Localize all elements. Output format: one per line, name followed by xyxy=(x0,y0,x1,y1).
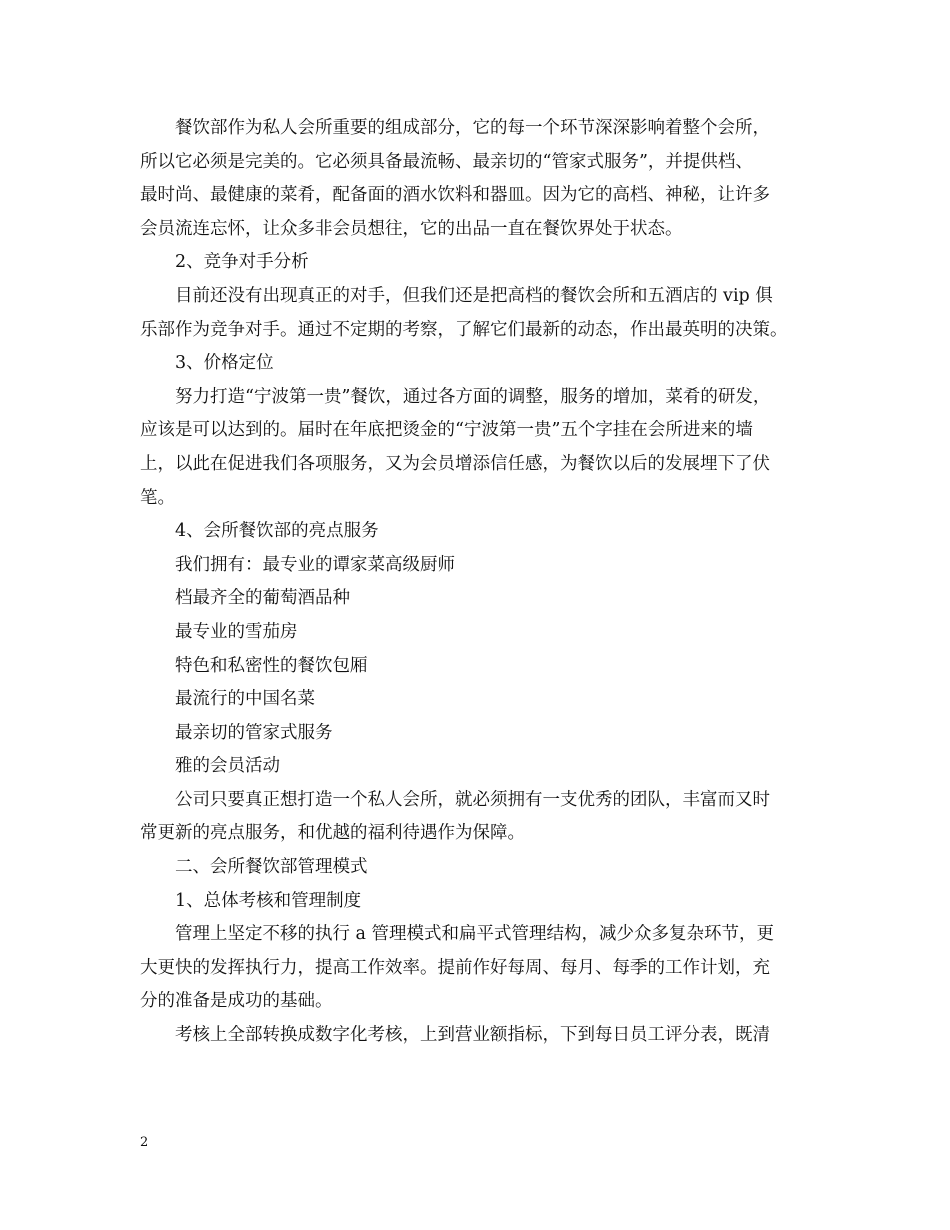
text-line: 二、会所餐饮部管理模式 xyxy=(175,857,368,878)
text-line: 乐部作为竞争对手。通过不定期的考察，了解它们最新的动态，作出最英明的决策。 xyxy=(140,319,788,340)
text-line: 会员流连忘怀，让众多非会员想往，它的出品一直在餐饮界处于状态。 xyxy=(140,218,683,239)
text-line: 我们拥有：最专业的谭家菜高级厨师 xyxy=(175,554,455,575)
text-line: 公司只要真正想打造一个私人会所，就必须拥有一支优秀的团队，丰富而又时 xyxy=(175,789,770,810)
text-line: 餐饮部作为私人会所重要的组成部分，它的每一个环节深深影响着整个会所， xyxy=(175,118,770,138)
text-line: 雅的会员活动 xyxy=(175,756,280,777)
text-line: 考核上全部转换成数字化考核，上到营业额指标，下到每日员工评分表，既清 xyxy=(175,1025,770,1046)
page-number: 2 xyxy=(140,1135,149,1150)
text-line: 特色和私密性的餐饮包厢 xyxy=(175,655,368,676)
text-line: 努力打造“宁波第一贵”餐饮，通过各方面的调整，服务的增加，菜肴的研发， xyxy=(175,386,771,407)
text-line: 大更快的发挥执行力，提高工作效率。提前作好每周、每月、每季的工作计划，充 xyxy=(140,957,770,978)
text-line: 笔。 xyxy=(140,487,175,508)
text-line: 管理上坚定不移的执行 a 管理模式和扁平式管理结构，减少众多复杂环节，更 xyxy=(175,924,775,945)
text-line: 档最齐全的葡萄酒品种 xyxy=(175,588,350,609)
text-line: 最时尚、最健康的菜肴，配备面的酒水饮料和器皿。因为它的高档、神秘，让许多 xyxy=(140,185,770,206)
text-line: 常更新的亮点服务，和优越的福利待遇作为保障。 xyxy=(140,823,525,844)
text-line: 4、会所餐饮部的亮点服务 xyxy=(175,521,379,542)
text-line: 3、价格定位 xyxy=(175,353,274,374)
text-line: 分的准备是成功的基础。 xyxy=(140,991,333,1012)
text-line: 所以它必须是完美的。它必须具备最流畅、最亲切的“管家式服务”，并提供档、 xyxy=(140,151,753,172)
body-text xyxy=(140,112,820,1053)
text-line: 2、竞争对手分析 xyxy=(175,252,309,273)
text-line: 最亲切的管家式服务 xyxy=(175,722,333,743)
text-line: 应该是可以达到的。届时在年底把烫金的“宁波第一贵”五个字挂在会所进来的墙 xyxy=(140,420,753,441)
text-line: 上，以此在促进我们各项服务，又为会员增添信任感，为餐饮以后的发展埋下了伏 xyxy=(140,453,770,474)
text-line: 1、总体考核和管理制度 xyxy=(175,890,362,911)
text-line: 最流行的中国名菜 xyxy=(175,689,315,710)
text-line: 最专业的雪茄房 xyxy=(175,621,298,642)
text-line: 目前还没有出现真正的对手，但我们还是把高档的餐饮会所和五酒店的 vip 俱 xyxy=(175,285,773,306)
